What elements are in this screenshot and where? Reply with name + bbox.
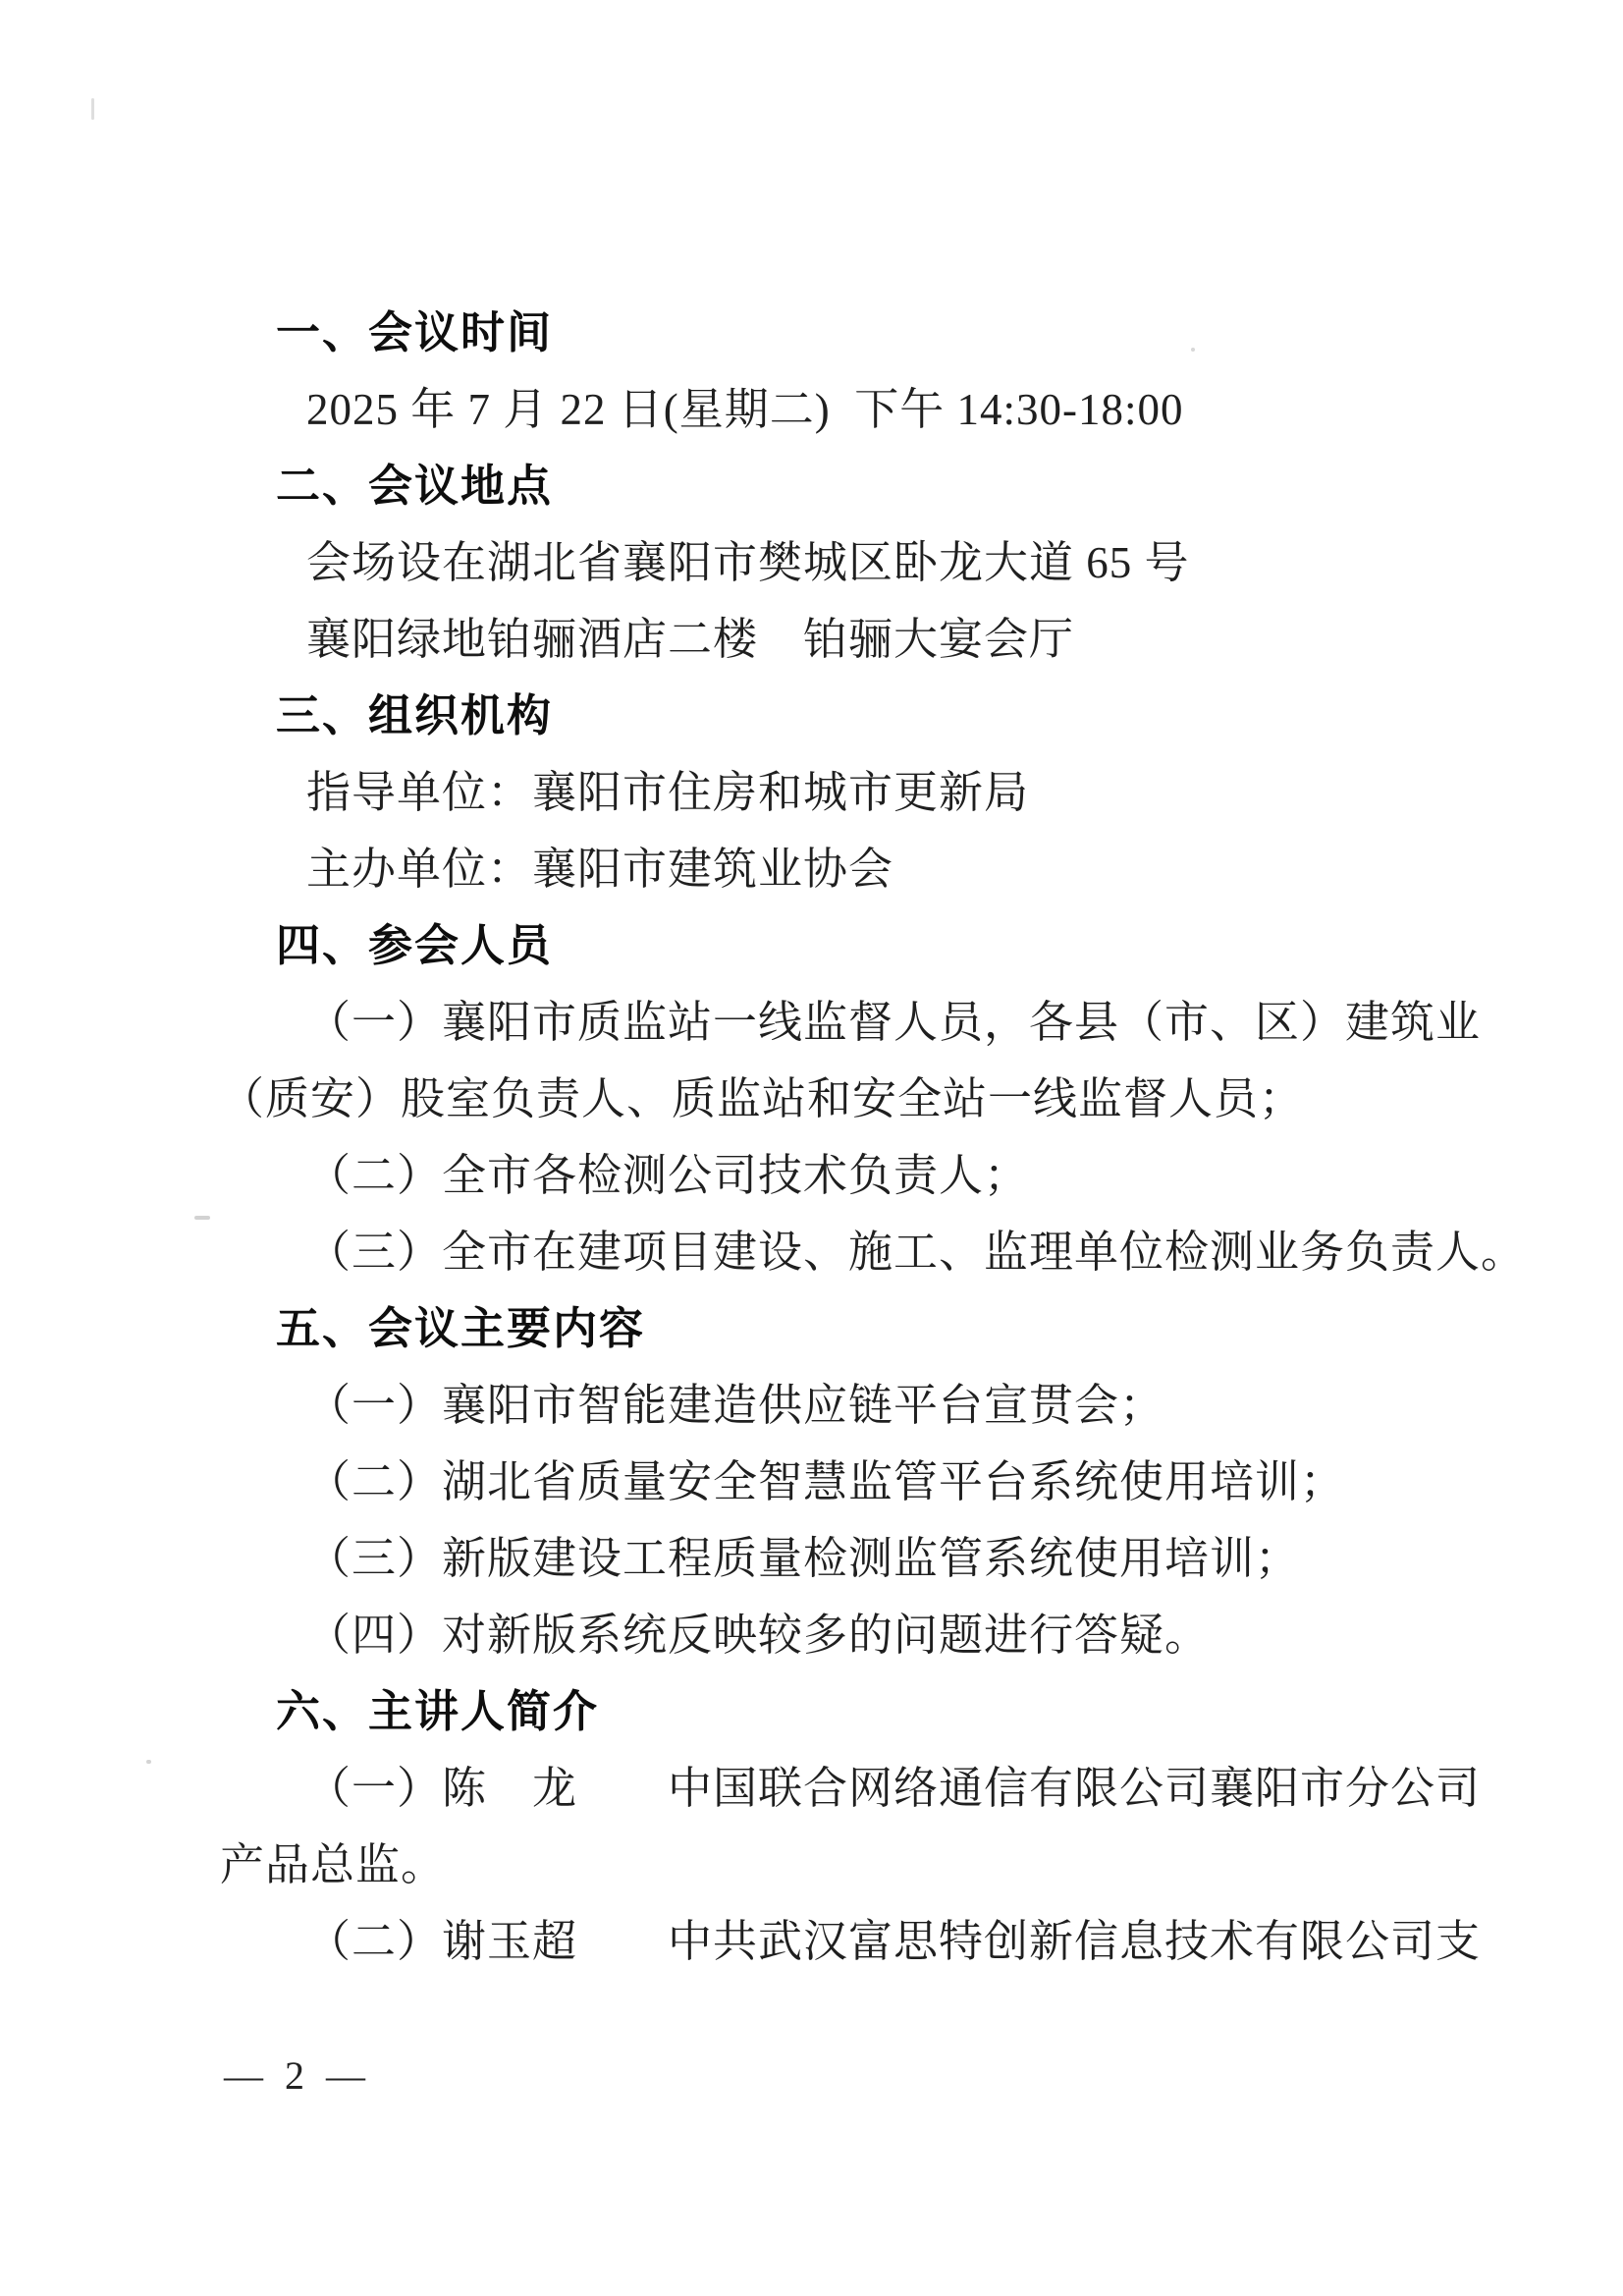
section-heading: 六、主讲人简介 bbox=[276, 1686, 600, 1736]
paragraph-line: （二）湖北省质量安全智慧监管平台系统使用培训； bbox=[306, 1457, 1346, 1506]
document-body bbox=[220, 295, 1527, 1980]
section-heading: 三、组织机构 bbox=[276, 690, 554, 740]
paragraph-line: （四）对新版系统反映较多的问题进行答疑。 bbox=[306, 1611, 1211, 1660]
paragraph-line: （一）襄阳市智能建造供应链平台宣贯会； bbox=[306, 1381, 1165, 1430]
page-number-footer: — 2 — bbox=[224, 2053, 371, 2098]
section-heading: 二、会议地点 bbox=[276, 461, 554, 511]
paragraph-line: （三）全市在建项目建设、施工、监理单位检测业务负责人。 bbox=[306, 1228, 1527, 1277]
paragraph-line: （一）陈 龙 中国联合网络通信有限公司襄阳市分公司 bbox=[306, 1764, 1482, 1813]
section-heading: 五、会议主要内容 bbox=[276, 1303, 646, 1353]
scan-artifact bbox=[91, 98, 94, 120]
paragraph-line: （二）谢玉超 中共武汉富思特创新信息技术有限公司支 bbox=[306, 1917, 1482, 1966]
section-heading: 四、参会人员 bbox=[276, 920, 554, 970]
paragraph-line: 主办单位：襄阳市建筑业协会 bbox=[306, 845, 894, 894]
scan-artifact bbox=[1191, 348, 1195, 352]
section-heading: 一、会议时间 bbox=[276, 307, 554, 357]
paragraph-line: 产品总监。 bbox=[220, 1840, 447, 1889]
paragraph-line: 2025 年 7 月 22 日(星期二) 下午 14:30-18:00 bbox=[306, 385, 1184, 434]
scan-artifact bbox=[146, 1760, 151, 1764]
paragraph-line: 指导单位：襄阳市住房和城市更新局 bbox=[306, 768, 1030, 817]
paragraph-line: 襄阳绿地铂骊酒店二楼 铂骊大宴会厅 bbox=[306, 615, 1075, 664]
paragraph-line: （二）全市各检测公司技术负责人； bbox=[306, 1151, 1030, 1200]
paragraph-line: （质安）股室负责人、质监站和安全站一线监督人员； bbox=[220, 1074, 1305, 1123]
paragraph-line: （一）襄阳市质监站一线监督人员，各县（市、区）建筑业 bbox=[306, 998, 1482, 1047]
paragraph-line: 会场设在湖北省襄阳市樊城区卧龙大道 65 号 bbox=[306, 538, 1190, 587]
scan-artifact bbox=[194, 1216, 210, 1220]
paragraph-line: （三）新版建设工程质量检测监管系统使用培训； bbox=[306, 1534, 1301, 1583]
